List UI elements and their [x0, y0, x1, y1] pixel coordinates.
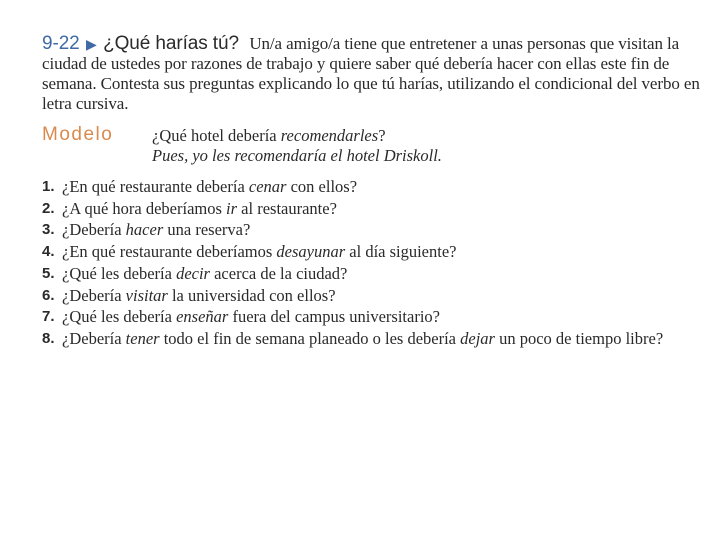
question-list [42, 176, 702, 350]
modelo-block [42, 126, 702, 166]
modelo-question-text: ¿Qué hotel debería [152, 126, 281, 145]
question-verb: decir [176, 263, 210, 283]
question-text-end: fuera del campus universitario? [228, 307, 440, 327]
question-verb: visitar [125, 285, 168, 305]
exercise-instructions: Un/a amigo/a tiene que entretener a unas personas que visitan la ciudad de ustedes por razones de trabajo y quiere saber qué debería hacer con ellas este fin de semana. Contesta sus preguntas explicando lo que tú harías, utilizando el condicional del verbo en letra cursiva. [42, 34, 700, 113]
question-text-end: al restaurante? [237, 198, 337, 218]
question-number: 5. [42, 264, 55, 282]
question-verb: hacer [125, 220, 164, 240]
question-text-end: una reserva? [163, 220, 251, 240]
question-number: 6. [42, 286, 55, 304]
question-text: ¿Qué les debería [62, 307, 177, 327]
question-text: ¿A qué hora deberíamos [62, 198, 227, 218]
question-item [42, 219, 702, 241]
exercise-page [42, 34, 702, 350]
exercise-number: 9-22 [42, 33, 80, 54]
question-text: ¿En qué restaurante debería [62, 177, 249, 196]
question-text-end: con ellos? [286, 177, 358, 196]
question-item [42, 241, 702, 263]
modelo-question-verb: recomendarles [280, 126, 379, 145]
question-verb: ir [226, 198, 238, 218]
question-item [42, 285, 702, 307]
exercise-intro [42, 34, 702, 114]
question-text-mid: todo el fin de semana planeado o les debería [159, 328, 461, 348]
question-item [42, 176, 702, 198]
question-text: ¿Debería [62, 328, 126, 348]
question-item [42, 198, 702, 220]
question-text-end: un poco de tiempo libre? [494, 328, 664, 348]
question-verb-2: dejar [460, 328, 495, 348]
modelo-label: Modelo [42, 124, 114, 145]
question-verb: tener [125, 328, 160, 348]
question-text-end: al día siguiente? [345, 242, 457, 262]
question-item [42, 263, 702, 285]
question-text: ¿En qué restaurante deberíamos [62, 242, 277, 262]
question-text-end: la universidad con ellos? [167, 285, 336, 305]
question-verb: enseñar [176, 307, 229, 327]
question-number: 8. [42, 329, 55, 347]
question-text: ¿Qué les debería [62, 263, 177, 283]
question-item [42, 328, 702, 350]
question-number: 3. [42, 221, 55, 239]
question-verb: desayunar [276, 242, 346, 262]
modelo-question-end: ? [378, 126, 386, 145]
question-text: ¿Debería [62, 285, 126, 305]
exercise-title: ¿Qué harías tú? [103, 33, 239, 54]
question-verb: cenar [248, 177, 287, 196]
modelo-answer [152, 146, 442, 166]
modelo-example [152, 126, 442, 166]
question-text-end: acerca de la ciudad? [209, 263, 348, 283]
modelo-answer-text: Pues, yo les recomendaría el hotel Driskoll. [152, 146, 442, 165]
play-arrow-icon: ▶ [86, 36, 97, 52]
question-number: 2. [42, 199, 55, 217]
question-number: 7. [42, 308, 55, 326]
question-number: 4. [42, 243, 55, 261]
question-item [42, 306, 702, 328]
modelo-question [152, 126, 442, 146]
question-number: 1. [42, 178, 55, 195]
question-text: ¿Debería [62, 220, 126, 240]
